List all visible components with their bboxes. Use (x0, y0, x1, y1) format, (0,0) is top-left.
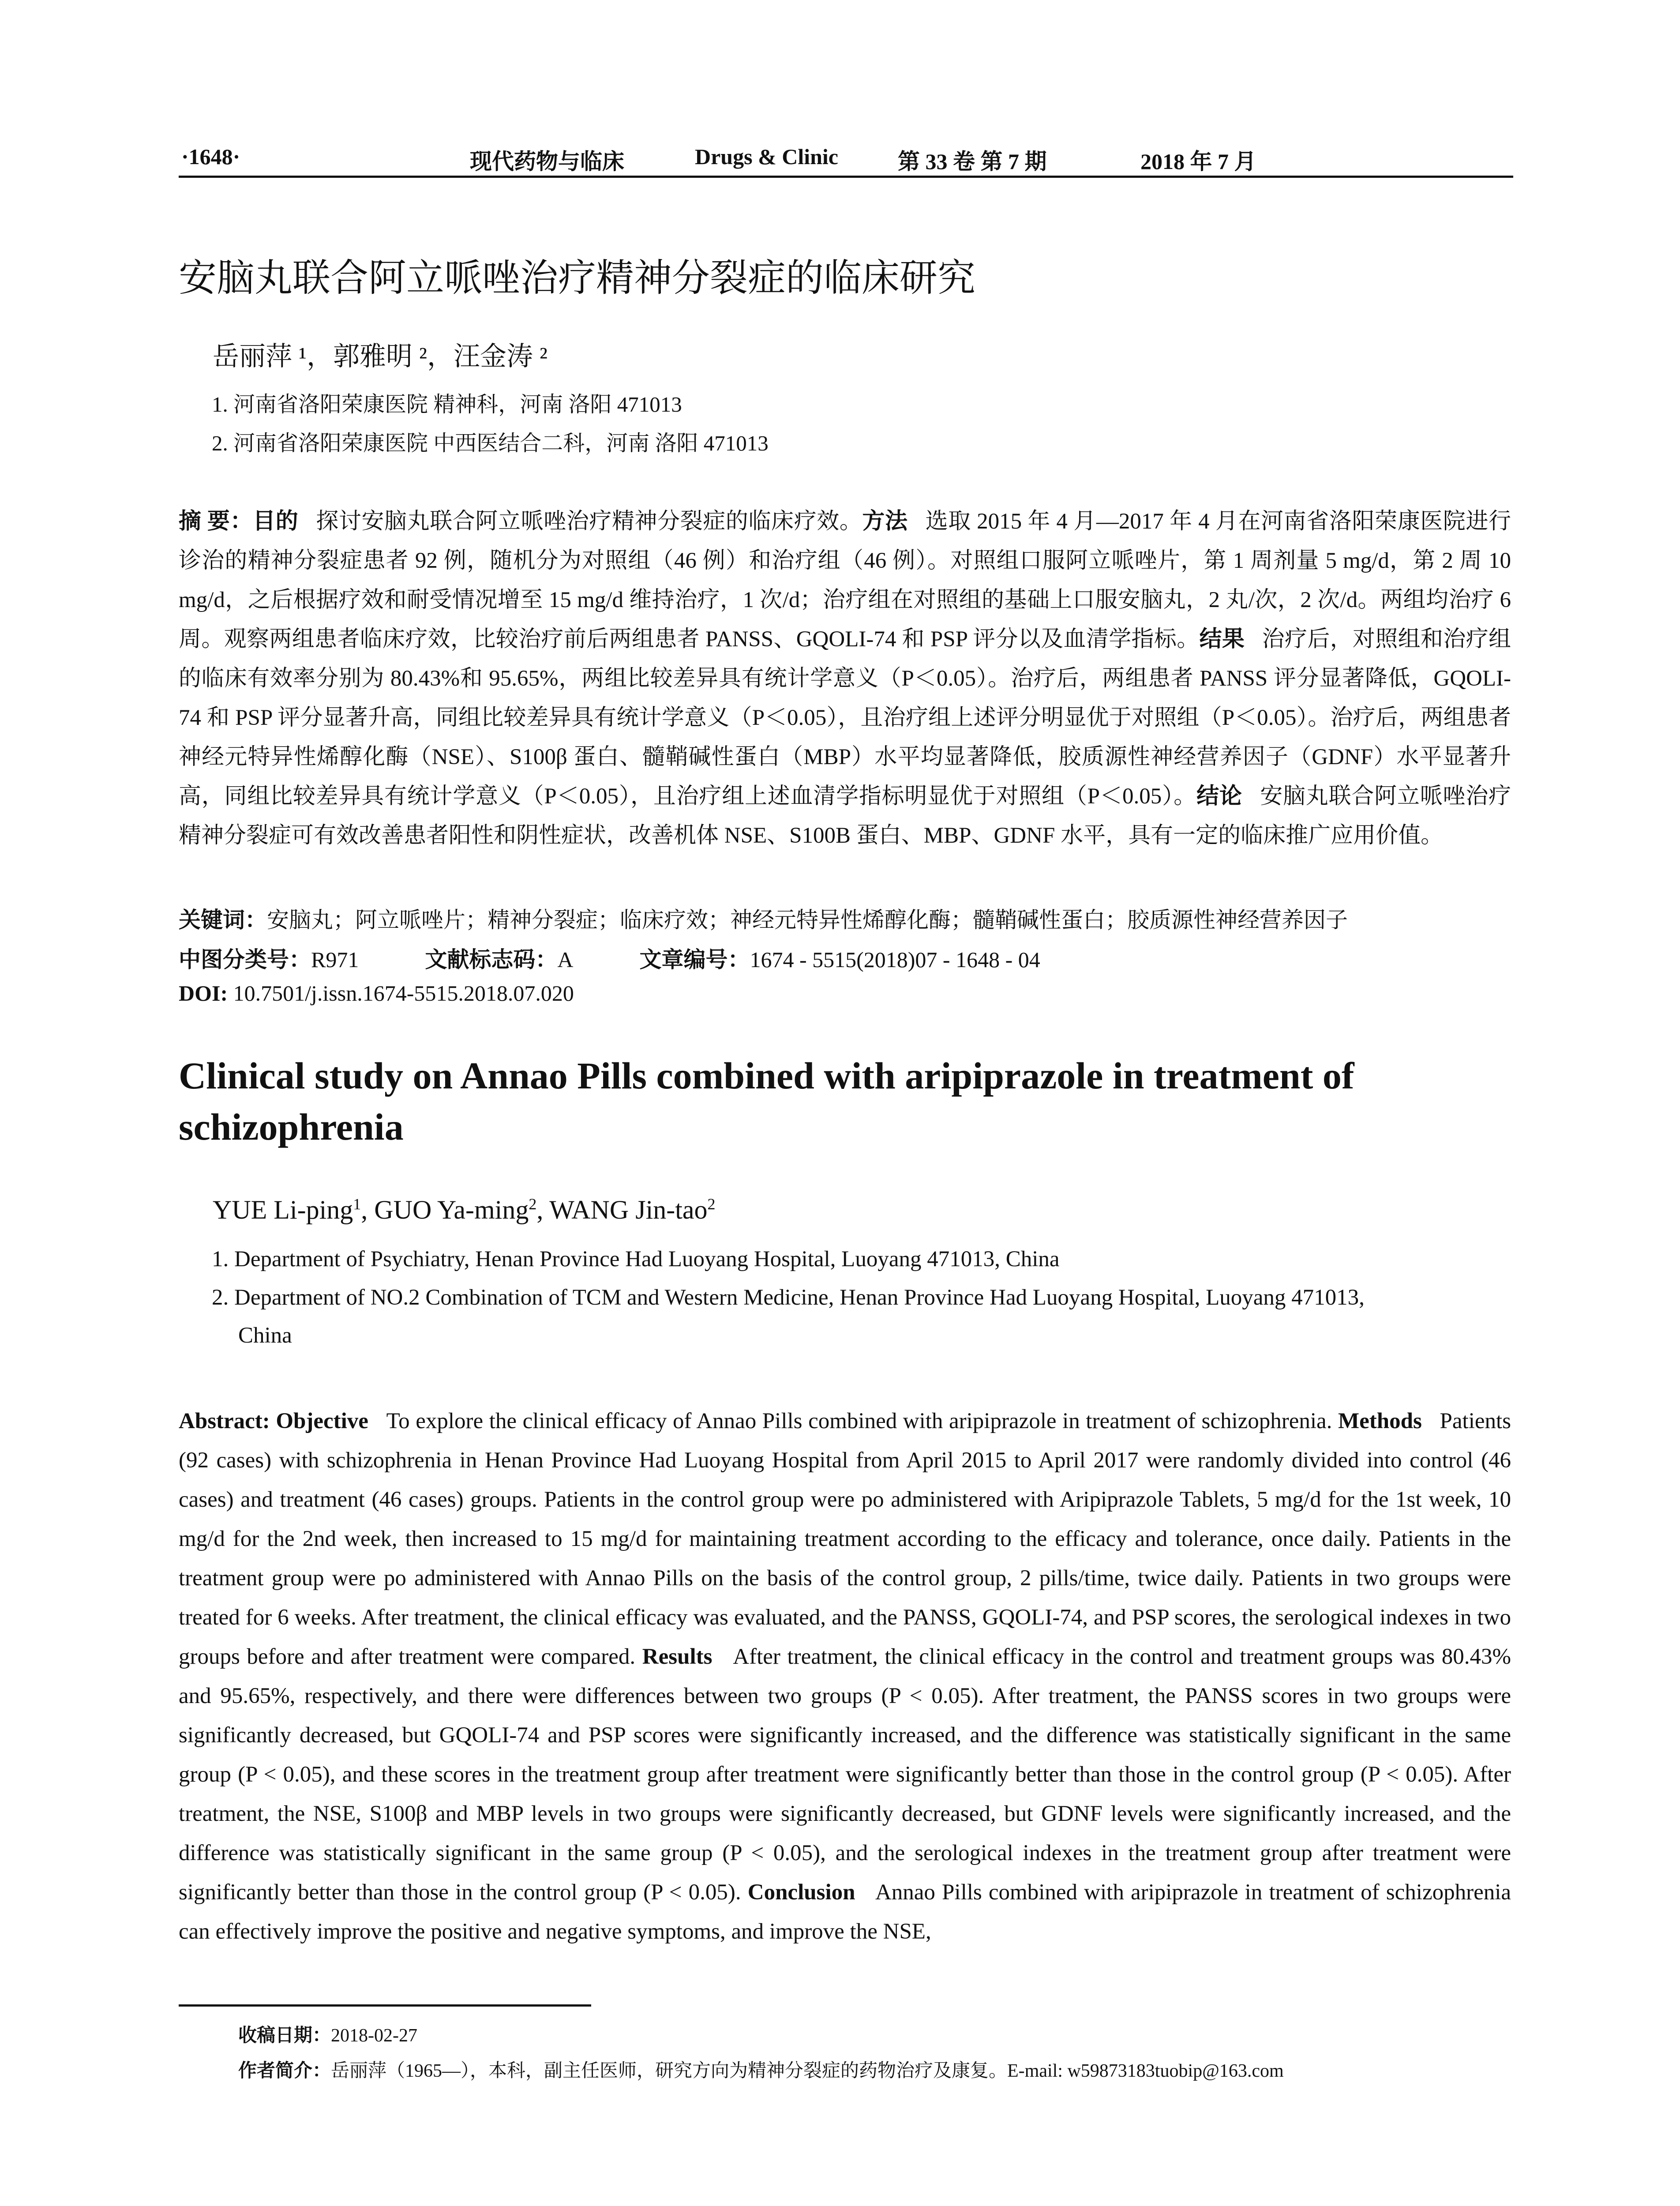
authors-en (213, 1195, 716, 1225)
authors-cn: 岳丽萍 ¹，郭雅明 ²，汪金涛 ² (213, 342, 548, 371)
article-no-label: 文章编号： (639, 947, 750, 972)
objective-text-cn: 探讨安脑丸联合阿立哌唑治疗精神分裂症的临床疗效。 (316, 509, 862, 534)
doi-value: 10.7501/j.issn.1674-5515.2018.07.020 (233, 981, 574, 1005)
results-label-en: Results (642, 1644, 712, 1669)
author-en-1: YUE Li-ping (213, 1195, 353, 1224)
author-en-1-affiliation: 1 (353, 1195, 361, 1213)
footnote-received (238, 2021, 417, 2047)
doc-code-label: 文献标志码： (425, 947, 558, 972)
abstract-en (179, 1402, 1511, 1951)
title-cn: 安脑丸联合阿立哌唑治疗精神分裂症的临床研究 (179, 256, 975, 300)
objective-label-en: Objective (276, 1409, 368, 1433)
journal-name-en: Drugs & Clinic (695, 144, 838, 169)
conclusion-text-cn: 安脑丸联合阿立哌唑治疗精神分裂症可有效改善患者阳性和阴性症状，改善机体 NSE、S100B 蛋白、MBP、GDNF 水平，具有一定的临床推广应用价值。 (179, 784, 1511, 848)
author-bio-label: 作者简介： (238, 2061, 331, 2081)
methods-text-cn: 选取 2015 年 4 月—2017 年 4 月在河南省洛阳荣康医院进行诊治的精神分裂症患者 92 例，随机分为对照组（46 例）和治疗组（46 例）。对照组口服阿立哌唑片，第 1 周剂量 5 mg/d，第 2 周 10 mg/d，之后根据疗效和耐受情况增至 15 mg/d 维持治疗，1 次/d；治疗组在对照组的基础上口服安脑丸，2 丸/次，2 次/d。两组均治疗 6 周。观察两组患者临床疗效，比较治疗前后两组患者 PANSS、GQOLI-74 和 PSP 评分以及血清学指标。 (179, 509, 1511, 652)
results-text-cn: 治疗后，对照组和治疗组的临床有效率分别为 80.43%和 95.65%，两组比较差异具有统计学意义（P＜0.05）。治疗后，两组患者 PANSS 评分显著降低，GQOLI-74 和 PSP 评分显著升高，同组比较差异具有统计学意义（P＜0.05），且治疗组上述评分明显优于对照组（P＜0.05）。治疗后，两组患者神经元特异性烯醇化酶（NSE）、S100β 蛋白、髓鞘碱性蛋白（MBP）水平均显著降低，胶质源性神经营养因子（GDNF）水平显著升高，同组比较差异具有统计学意义（P＜0.05），且治疗组上述血清学指标明显优于对照组（P＜0.05）。 (179, 627, 1511, 809)
doc-code-value: A (557, 947, 574, 972)
affiliation-cn-2: 2. 河南省洛阳荣康医院 中西医结合二科，河南 洛阳 471013 (212, 431, 769, 455)
results-text-en: After treatment, the clinical efficacy in the control and treatment groups was 80.43% and 95.65%, respectively, and there were differences between two groups (P < 0.05). After treatment, the PANSS scores in two groups were significantly decreased, but GQOLI-74 and PSP scores were significantly increased, and the difference was statistically significant in the same group (P < 0.05), and these scores in the treatment group after treatment were significantly better than those in the control group (P < 0.05). After treatment, the NSE, S100β and MBP levels in two groups were significantly decreased, but GDNF levels were significantly increased, and the difference was statistically significant in the same group (P < 0.05), and the serological indexes in the treatment group after treatment were significantly better than those in the control group (P < 0.05). (179, 1644, 1511, 1905)
issue-date: 2018 年 7 月 (1140, 149, 1256, 174)
results-label-cn: 结果 (1199, 627, 1245, 652)
doi-line (179, 980, 574, 1006)
running-header (179, 140, 1513, 178)
objective-label-cn: 目的 (253, 509, 299, 534)
footnote-author (238, 2056, 1284, 2082)
methods-text-en: Patients (92 cases) with schizophrenia in Henan Province Had Luoyang Hospital from April 2015 to April 2017 were randomly divided into control (46 cases) and treatment (46 cases) groups. Patients in the control group were po administered with Aripiprazole Tablets, 5 mg/d for the 1st week, 10 mg/d for the 2nd week, then increased to 15 mg/d for maintaining treatment according to the efficacy and tolerance, once daily. Patients in the treatment group were po administered with Annao Pills on the basis of the control group, 2 pills/time, twice daily. Patients in two groups were treated for 6 weeks. After treatment, the clinical efficacy was evaluated, and the PANSS, GQOLI-74, and PSP scores, the serological indexes in two groups before and after treatment were compared. (179, 1409, 1511, 1669)
footnote-divider (179, 2004, 591, 2007)
journal-name-cn: 现代药物与临床 (470, 149, 624, 174)
received-label: 收稿日期： (238, 2026, 331, 2046)
affiliation-en-2: 2. Department of NO.2 Combination of TCM and Western Medicine, Henan Province Had Luoyang Hospital, Luoyang 471013, (212, 1285, 1365, 1310)
objective-text-en: To explore the clinical efficacy of Annao Pills combined with aripiprazole in treatment of schizophrenia. (386, 1409, 1332, 1433)
author-en-3: WANG Jin-tao (549, 1195, 708, 1224)
article-no-value: 1674 - 5515(2018)07 - 1648 - 04 (750, 947, 1040, 972)
author-separator: , (536, 1195, 550, 1224)
volume-issue: 第 33 卷 第 7 期 (898, 149, 1047, 174)
affiliation-en-2-cont: China (238, 1323, 292, 1348)
affiliation-en-1: 1. Department of Psychiatry, Henan Province Had Luoyang Hospital, Luoyang 471013, China (212, 1247, 1060, 1272)
received-date: 2018-02-27 (331, 2026, 417, 2046)
author-en-3-affiliation: 2 (707, 1195, 716, 1213)
author-en-2: GUO Ya-ming (374, 1195, 529, 1224)
author-separator: , (361, 1195, 375, 1224)
keywords-label-cn: 关键词： (179, 908, 267, 932)
keywords-cn (179, 902, 1348, 934)
clc-value: R971 (311, 947, 359, 972)
page-number: ·1648· (181, 144, 240, 169)
title-en: Clinical study on Annao Pills combined with aripiprazole in treatment of schizophrenia (179, 1054, 1354, 1148)
abstract-cn-label: 摘 要： (179, 509, 253, 534)
clc-label: 中图分类号： (179, 947, 311, 972)
conclusion-label-en: Conclusion (747, 1880, 855, 1905)
methods-label-en: Methods (1338, 1409, 1422, 1433)
abstract-en-label: Abstract: (179, 1409, 270, 1433)
conclusion-text-en: Annao Pills combined with aripiprazole in treatment of schizophrenia can effectively improve the positive and negative symptoms, and improve the NSE, (179, 1880, 1511, 1944)
abstract-cn (179, 502, 1511, 855)
methods-label-cn: 方法 (862, 509, 908, 534)
author-bio: 岳丽萍（1965—），本科，副主任医师，研究方向为精神分裂症的药物治疗及康复。E-mail: w59873183tuobip@163.com (331, 2061, 1284, 2081)
affiliation-cn-1: 1. 河南省洛阳荣康医院 精神科，河南 洛阳 471013 (212, 392, 682, 416)
conclusion-label-cn: 结论 (1196, 784, 1242, 809)
classification-line (179, 942, 1040, 974)
keywords-text-cn: 安脑丸；阿立哌唑片；精神分裂症；临床疗效；神经元特异性烯醇化酶；髓鞘碱性蛋白；胶质源性神经营养因子 (267, 908, 1348, 932)
author-en-2-affiliation: 2 (529, 1195, 537, 1213)
doi-label: DOI: (179, 981, 228, 1005)
